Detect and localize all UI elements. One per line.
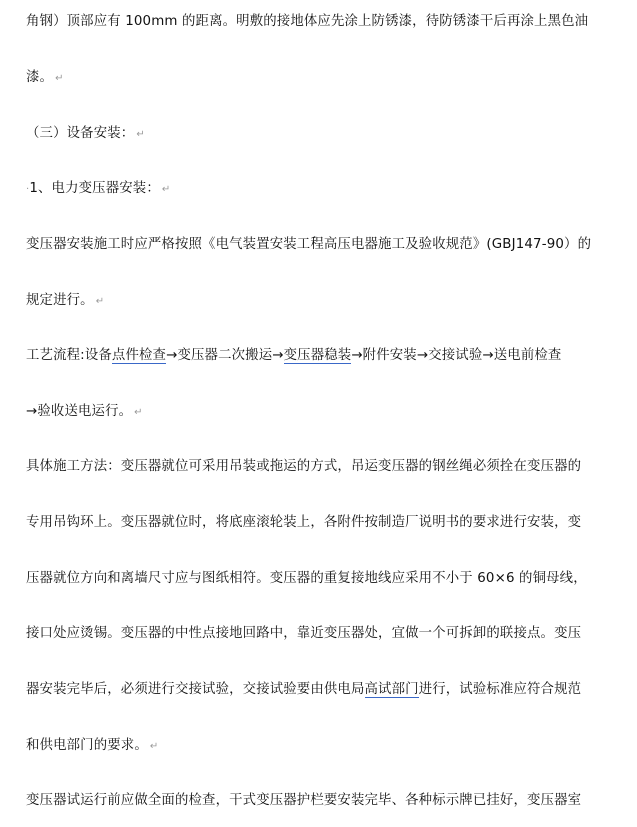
underlined-term: 点件检查 — [111, 348, 167, 363]
process-flow-line — [26, 344, 616, 368]
text-line — [26, 400, 616, 424]
text-line — [26, 789, 616, 813]
line-text: →变压器二次搬运→ — [166, 348, 284, 363]
line-text: 具体施工方法：变压器就位可采用吊装或拖运的方式，吊运变压器的钢丝绳必须拴在变压器的 — [26, 459, 582, 474]
line-text: 漆。 — [26, 70, 54, 85]
text-line — [26, 734, 616, 758]
text-line — [26, 511, 616, 535]
paragraph-mark-icon: ↵ — [136, 129, 145, 140]
line-text: 变压器试运行前应做全面的检查，干式变压器护栏要安装完毕、各种标示牌已挂好，变压器室 — [26, 793, 582, 808]
line-text: 工艺流程:设备 — [26, 348, 112, 363]
underlined-term: 变压器稳装 — [283, 348, 352, 363]
line-text: 1、电力变压器安装： — [29, 181, 160, 196]
paragraph-mark-icon: ↵ — [55, 73, 64, 84]
text-line — [26, 289, 616, 313]
paragraph-mark-icon: ↵ — [161, 184, 171, 195]
section-heading — [26, 122, 616, 146]
paragraph-mark-icon: ↵ — [95, 296, 105, 307]
paragraph-mark-icon: ↵ — [149, 741, 159, 752]
line-text: →附件安装→交接试验→送电前检查 — [351, 348, 562, 363]
text-line — [26, 622, 616, 646]
text-line — [26, 233, 616, 257]
subsection-heading — [26, 177, 616, 201]
line-text: →验收送电运行。 — [26, 404, 133, 419]
text-line — [26, 567, 616, 591]
line-text: （三）设备安装： — [26, 126, 135, 141]
text-line — [26, 66, 616, 90]
line-text: 变压器安装施工时应严格按照《电气装置安装工程高压电器施工及验收规范》(GBJ147-90）的 — [26, 237, 592, 252]
line-text: 专用吊钩环上。变压器就位时，将底座滚轮装上，各附件按制造厂说明书的要求进行安装，变 — [26, 515, 582, 530]
text-line — [26, 10, 616, 34]
line-text: 接口处应烫锡。变压器的中性点接地回路中，靠近变压器处，宜做一个可拆卸的联接点。变压 — [26, 626, 582, 641]
space-mark-icon: · — [26, 184, 30, 195]
text-line — [26, 678, 616, 702]
line-text: 规定进行。 — [26, 293, 94, 308]
underlined-term: 高试部门 — [364, 682, 419, 697]
line-text: 和供电部门的要求。 — [26, 738, 148, 753]
line-text: 器安装完毕后，必须进行交接试验，交接试验要由供电局 — [26, 682, 365, 697]
line-text: 压器就位方向和离墙尺寸应与图纸相符。变压器的重复接地线应采用不小于 60×6 的铜母线， — [26, 571, 587, 586]
line-text: 进行，试验标准应符合规范 — [418, 682, 582, 697]
paragraph-mark-icon: ↵ — [134, 407, 143, 418]
text-line — [26, 455, 616, 479]
line-text: 角钢）顶部应有 100mm 的距离。明敷的接地体应先涂上防锈漆，待防锈漆干后再涂上黑色油 — [26, 14, 589, 29]
